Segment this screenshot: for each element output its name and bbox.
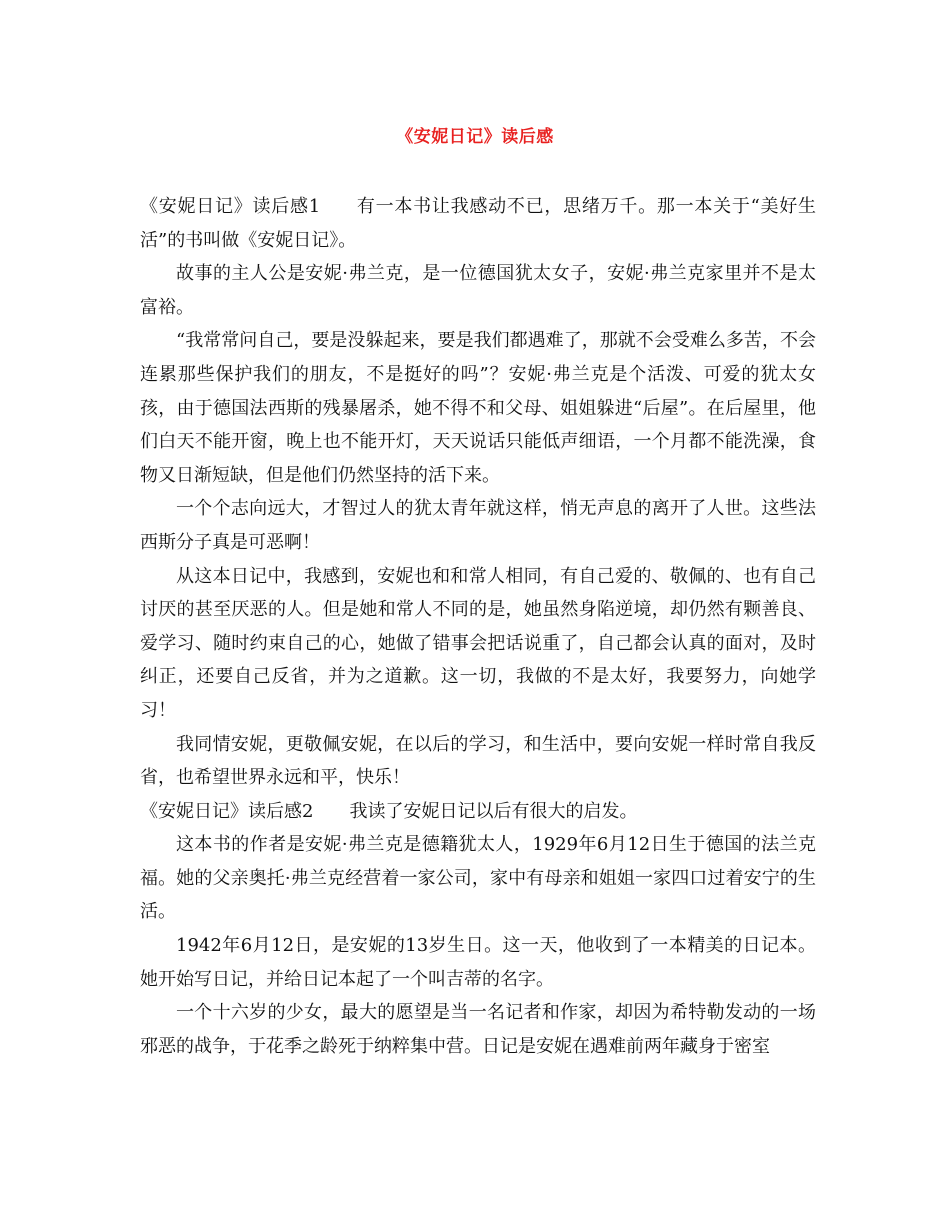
- paragraph-2: 故事的主人公是安妮·弗兰克，是一位德国犹太女子，安妮·弗兰克家里并不是太富裕。: [140, 263, 816, 318]
- paragraph-text: 我读了安妮日记以后有很大的启发。: [349, 800, 638, 822]
- section-heading-1: 《安妮日记》读后感1: [140, 196, 321, 217]
- paragraph-8: 这本书的作者是安妮·弗兰克是德籍犹太人，1929年6月12日生于德国的法兰克福。她的父亲奥托·弗兰克经营着一家公司，家中有母亲和姐姐一家四口过着安宁的生活。: [140, 834, 816, 923]
- document-title: 《安妮日记》读后感: [396, 127, 554, 147]
- paragraph-1: [140, 190, 816, 257]
- section-heading-2: 《安妮日记》读后感2: [140, 800, 314, 822]
- document-body: [140, 190, 816, 1063]
- paragraph-6: 我同情安妮，更敬佩安妮，在以后的学习，和生活中，要向安妮一样时常自我反省，也希望世界永远和平，快乐！: [140, 733, 816, 789]
- paragraph-7: [140, 795, 816, 829]
- paragraph-5: 从这本日记中，我感到，安妮也和和常人相同，有自己爱的、敬佩的、也有自己讨厌的甚至厌恶的人。但是她和常人不同的是，她虽然身陷逆境，却仍然有颗善良、爱学习、随时约束自己的心，她做了错事会把话说重了，自己都会认真的面对，及时纠正，还要自己反省，并为之道歉。这一切，我做的不是太好，我要努力，向她学习！: [140, 565, 816, 721]
- paragraph-text: 有一本书让我感动不已，思绪万千。那一本关于“美好生活”的书叫做《安妮日记》。: [140, 196, 817, 251]
- paragraph-3: “我常常问自己，要是没躲起来，要是我们都遇难了，那就不会受难么多苦，不会连累那些保护我们的朋友，不是挺好的吗”？安妮·弗兰克是个活泼、可爱的犹太女孩，由于德国法西斯的残暴屠杀，她不得不和父母、姐姐躲进“后屋”。在后屋里，他们白天不能开窗，晚上也不能开灯，天天说话只能低声细语，一个月都不能洗澡，食物又日渐短缺，但是他们仍然坚持的活下来。: [140, 330, 816, 486]
- paragraph-9: 1942年6月12日，是安妮的13岁生日。这一天，他收到了一本精美的日记本。她开始写日记，并给日记本起了一个叫吉蒂的名字。: [140, 935, 816, 990]
- paragraph-10: 一个十六岁的少女，最大的愿望是当一名记者和作家，却因为希特勒发动的一场邪恶的战争，于花季之龄死于纳粹集中营。日记是安妮在遇难前两年藏身于密室: [140, 1002, 816, 1057]
- paragraph-4: 一个个志向远大，才智过人的犹太青年就这样，悄无声息的离开了人世。这些法西斯分子真是可恶啊！: [140, 498, 816, 553]
